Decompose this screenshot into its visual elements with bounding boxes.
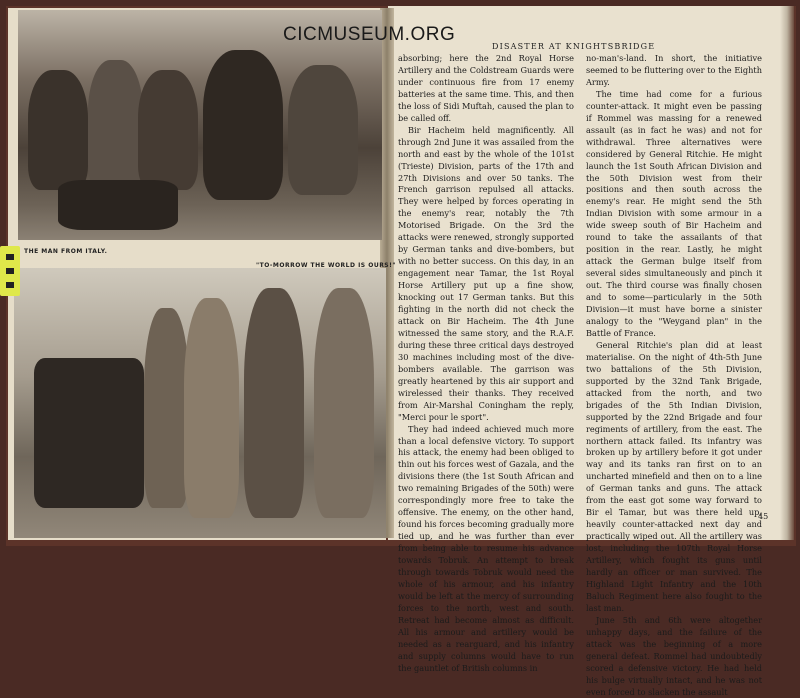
paragraph: Bir Hacheim held magnificently. All through 2nd June it was assailed from the north and east by the whole of the 101st (Trieste) Division, parts of the 17th and 27th Divisions and over 50 tanks. The French garrison repulsed all attacks. They were helped by forces operating in the enemy's rear, notably the 7th Motorised Brigade. On the 3rd the attacks were renewed, strongly supported by German tanks and dive-bombers, but with no better success. On this day, in an engagement near Tamar, the 1st Royal Horse Artillery put up a fine show, knocking out 17 German tanks. But this fighting in the north did not check the attack on Bir Hacheim. The 4th June witnessed the same story, and the R.A.F. during these three critical days destroyed 30 machines including most of the dive-bombers available. The garrison was greatly heartened by this air support and wirelessed their thanks. They received from Air-Marshal Coningham the reply, "Merci pour le sport". [398,124,574,422]
watermark-text: CICMUSEUM.ORG [283,24,456,45]
paragraph: General Ritchie's plan did at least materialise. On the night of 4th-5th June two battalions of the 5th Division, supported by the 32nd Tank Brigade, attacked from the north, and two brigades of the 5th Indian Division, supported by the 22nd Brigade and four regiments of artillery, from the east. The northern attack failed. Its infantry was broken up by artillery before it got under way and its tanks ran first on to an uncharted minefield and then on to a line of German tanks and guns. The attack from the east got some way forward to Bir el Tamar, but was there held up, heavily counter-attacked next day and practically wiped out. All the artillery was lost, including the 107th Royal Horse Artillery, which fought its guns until hardly an officer or man survived. The Highland Light Infantry and the 10th Baluch Regiment here also fought to the last man. [586,339,762,613]
photo-soldiers-marching [14,268,386,538]
bookmark-tab [0,246,20,296]
paragraph: June 5th and 6th were altogether unhappy days, and the failure of the attack was the beginning of a more general defeat. Rommel had undoubtedly scored a defensive victory. He had held his bulge virtually intact, and he was not even forced to slacken the assault [586,614,762,697]
paragraph: They had indeed achieved much more than a local defensive victory. To support his attack, the enemy had been obliged to thin out his forces west of Gazala, and the divisions there (the 1st South African and two remaining Brigades of the 50th) were correspondingly more free to take the offensive. The enemy, on the other hand, found his forces becoming gradually more tied up, and he was further than ever from being able to resume his advance towards Tobruk. An attempt to break through towards Tobruk would need the whole of his armour, and his infantry would be left at the mercy of surrounding forces to the north, west and south. Retreat had become almost as difficult. All his armour and artillery would be needed as a rearguard, and his infantry and supply columns would have to run the gauntlet of British columns in [398,423,574,673]
paragraph: no-man's-land. In short, the initiative seemed to be fluttering over to the Eighth Army. [586,53,762,87]
caption-bottom-photo: "TO-MORROW THE WORLD IS OURS!" [256,262,396,269]
page-edge [780,6,794,540]
paragraph: absorbing; here the 2nd Royal Horse Artillery and the Coldstream Guards were under continuous fire from 17 enemy batteries at the same time. This, and then the loss of Sidi Muftah, caused the plan to be called off. [398,53,574,123]
paragraph: The time had come for a furious counter-attack. It might even be passing if Rommel was massing for a renewed assault (as in fact he was) and not for withdrawal. Three alternatives were considered by General Ritchie. He might launch the 1st South African Division and the 50th Division west from their positions and then south across the enemy's rear. He might send the 5th Indian Division with some armour in a wide sweep south of Bir Hacheim and round to take the assailants of that position in the rear. Lastly, he might attack the German bulge itself from several sides simultaneously and pinch it out. The third course was finally chosen and to some—particularly in the 50th Division—it must have borne a sinister analogy to the "Weygand plan" in the Battle of France. [586,88,762,338]
text-column-1 [398,53,574,675]
page-number: 45 [758,512,769,521]
running-header: DISASTER AT KNIGHTSBRIDGE [492,42,656,51]
text-column-2 [586,53,762,698]
caption-top-photo: THE MAN FROM ITALY. [24,248,108,255]
